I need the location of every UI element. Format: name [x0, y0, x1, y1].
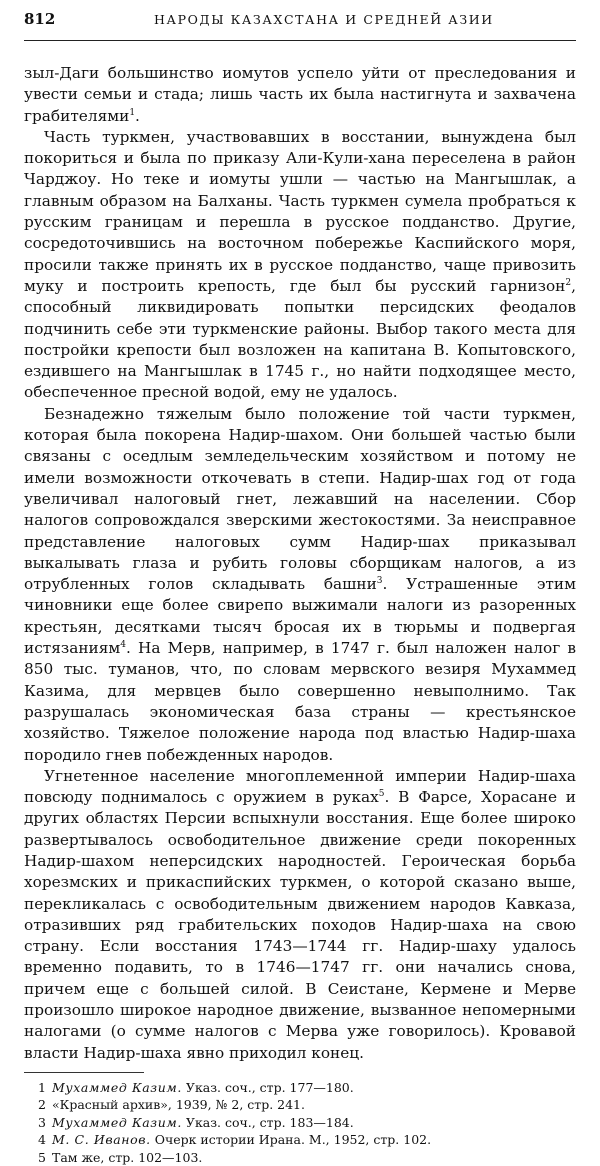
paragraph-text: Часть туркмен, участвовавших в восстании, вынуждена был покориться и была по приказу Али-Кули-хана переселена в район Чарджоу. Но теке и иомуты ушли — частью на Мангышлак, а главным образом на Балханы. Часть туркмен сумела пробраться к русским границам и перешла в русское подданство. Другие, сосредоточившись на восточном побережье Каспийского моря, просили также принять их в русское подданство, чаще привозить муку и построить крепость, где был бы русский гарнизон	[24, 127, 576, 295]
paragraph-text: . Устрашенные этим чиновники еще более свирепо выжимали налоги из разоренных крестьян, десятками тысяч бросая их в тюрьмы и подвергая истязаниям	[24, 575, 576, 658]
footnote-reference: 2	[565, 277, 572, 288]
footnote-text: Указ. соч., стр. 177—180.	[185, 1079, 354, 1095]
book-page	[24, 10, 576, 1166]
footnote-content	[52, 1096, 305, 1114]
paragraph-text: .	[135, 106, 140, 125]
footnote-content	[52, 1131, 431, 1149]
paragraph-text: . В Фарсе, Хорасане и других областях Персии вспыхнули восстания. Еще более широко развертывалось освободительное движение среди покоренных Надир-шахом неперсидских народностей. Героическая борьба хорезмских и прикаспийских туркмен, о которой сказано выше, перекликалась с освободительным движением народов Кавказа, отразивших ряд грабительских походов Надир-шаха на свою страну. Если восстания 1743—1744 гг. Надир-шаху удалось временно подавить, то в 1746—1747 гг. они начались снова, причем еще с большей силой. В Сеистане, Кермене и Мерве произошло широкое народное движение, вызванное непомерными налогами (о сумме налогов с Мерва уже говорилось). Кровавой власти Надир-шаха явно приходил конец.	[24, 788, 576, 1062]
paragraph	[24, 127, 576, 404]
paragraph-text: . На Мерв, например, в 1747 г. был наложен налог в 850 тыс. туманов, что, по словам мервского везиря Мухаммед Казима, для мервцев было совершенно невыполнимо. Так разрушалась экономическая база страны — крестьянское хозяйство. Тяжелое положение народа под властью Надир-шаха породило гнев побежденных народов.	[24, 639, 576, 764]
footnote-author: М. С. Иванов.	[52, 1132, 151, 1148]
footnotes	[24, 1079, 576, 1166]
footnote-number: 3	[38, 1114, 46, 1130]
footnote-text: Указ. соч., стр. 183—184.	[185, 1114, 354, 1130]
footnote-reference: 1	[129, 107, 136, 118]
footnote-number: 1	[38, 1079, 46, 1095]
paragraph	[24, 766, 576, 1064]
running-title: НАРОДЫ КАЗАХСТАНА И СРЕДНЕЙ АЗИИ	[154, 12, 494, 27]
footnote	[24, 1096, 576, 1114]
footnote-reference: 3	[376, 576, 383, 587]
footnote-author: Мухаммед Казим.	[52, 1114, 182, 1130]
page-number: 812	[24, 10, 56, 28]
footnote-reference: 4	[120, 639, 127, 650]
footnote-text: Там же, стр. 102—103.	[52, 1149, 203, 1165]
footnote-reference: 5	[378, 789, 385, 799]
footnote-content	[52, 1114, 354, 1132]
paragraph-text: Угнетенное население многоплеменной империи Надир-шаха повсюду поднималось с оружием в руках	[24, 766, 576, 807]
page-header	[24, 10, 576, 41]
footnote	[24, 1114, 576, 1132]
footnote	[24, 1131, 576, 1149]
paragraph-text: , способный ликвидировать попытки персидских феодалов подчинить себе эти туркменские районы. Выбор такого места для постройки крепости был возложен на капитана В. Копытовского, ездившего на Мангышлак в 1745 г., но найти подходящее место, обеспеченное пресной водой, ему не удалось.	[24, 276, 576, 402]
footnote	[24, 1079, 576, 1097]
body-text	[24, 63, 576, 1064]
footnote-content	[52, 1149, 202, 1166]
footnote-number: 4	[38, 1132, 46, 1148]
footnote-text: «Красный архив», 1939, № 2, стр. 241.	[52, 1097, 305, 1113]
paragraph	[24, 63, 576, 127]
paragraph-text: Безнадежно тяжелым было положение той части туркмен, которая была покорена Надир-шахом. Они большей частью были связаны с оседлым земледельческим хозяйством и потому не имели возможности откочевать в степи. Надир-шах год от года увеличивал налоговый гнет, лежавший на населении. Сбор налогов сопровождался зверскими жестокостями. За неисправное представление налоговых сумм Надир-шах приказывал выкалывать глаза и рубить головы сборщикам налогов, а из отрубленных голов складывать башни	[24, 404, 576, 594]
paragraph-text: зыл-Даги большинство иомутов успело уйти от преследования и увести семьи и стада; лишь часть их была настигнута и захвачена грабителями	[24, 64, 576, 125]
footnote-text: Очерк истории Ирана. М., 1952, стр. 102.	[154, 1132, 432, 1148]
paragraph	[24, 404, 576, 766]
footnote-author: Мухаммед Казим.	[52, 1079, 182, 1095]
footnote	[24, 1149, 576, 1166]
footnote-content	[52, 1079, 354, 1097]
footnote-divider	[24, 1072, 144, 1073]
footnote-number: 5	[38, 1149, 46, 1165]
footnote-number: 2	[38, 1097, 46, 1113]
